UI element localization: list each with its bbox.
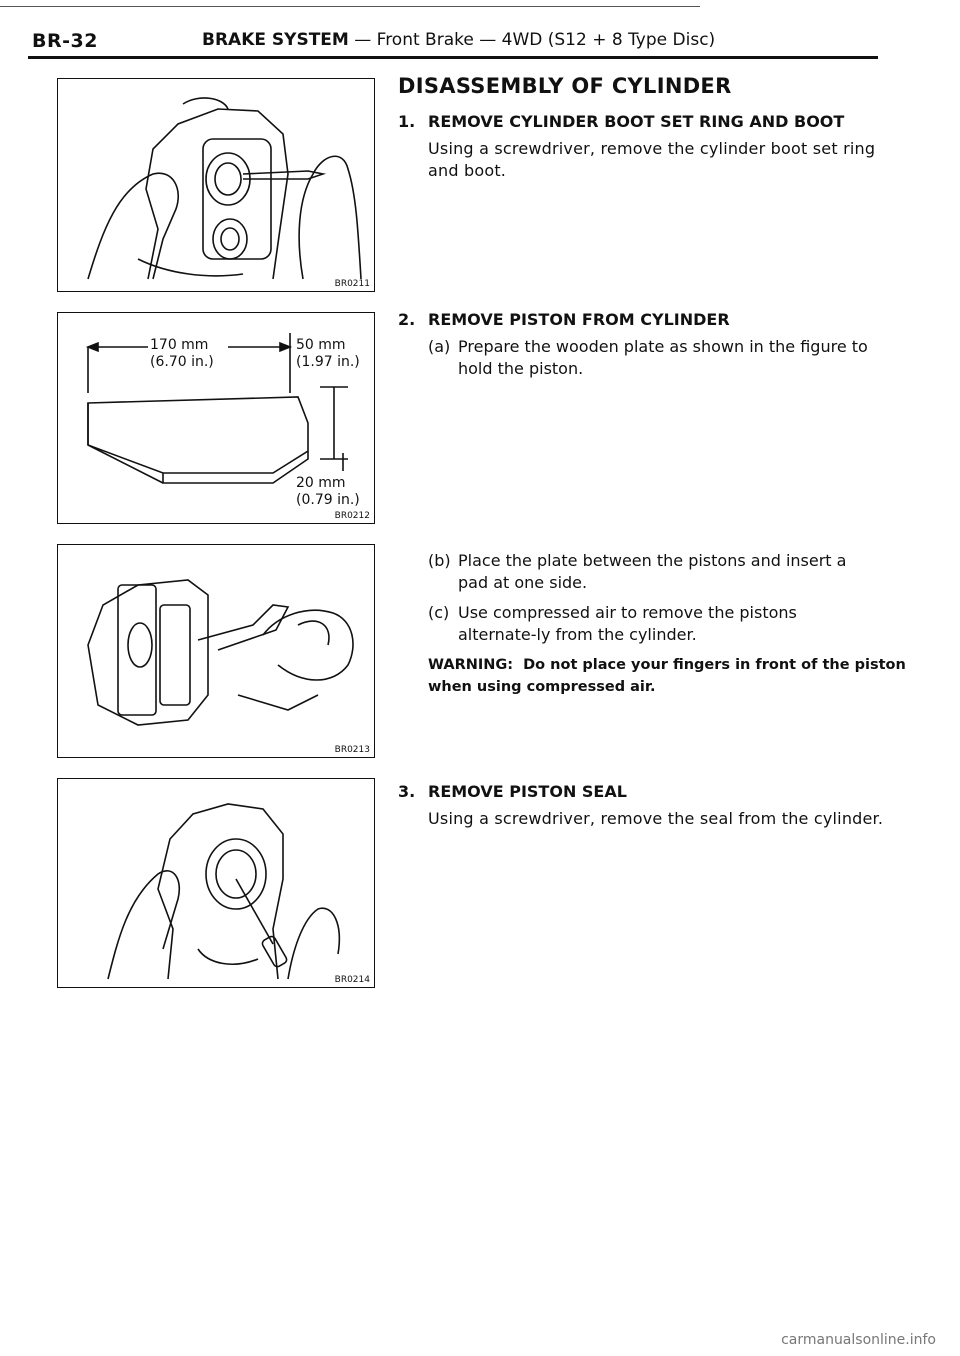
step-2c <box>428 602 888 648</box>
caliper-screwdriver-boot-removal-icon <box>58 79 376 293</box>
step-2b-text: Place the plate between the pistons and insert a pad at one side. <box>458 551 847 592</box>
warning-text: Do not place your fingers in front of the piston when using compressed air. <box>428 657 906 695</box>
step-1-number: 1. <box>398 112 416 131</box>
dim-height-in: (1.97 in.) <box>296 354 360 370</box>
page-title <box>202 30 715 50</box>
figure-code: BR0211 <box>334 279 370 289</box>
warning-label: WARNING: <box>428 657 514 673</box>
figure-boot-removal <box>57 78 375 292</box>
step-2a <box>428 336 888 382</box>
compressed-air-gun-piston-removal-icon <box>58 545 376 759</box>
step-2b <box>428 550 888 596</box>
footer-watermark: carmanualsonline.info <box>781 1332 936 1348</box>
step-3-number: 3. <box>398 782 416 801</box>
step-2a-text: Prepare the wooden plate as shown in the figure to hold the piston. <box>458 337 868 378</box>
page-subtitle: — Front Brake — 4WD (S12 + 8 Type Disc) <box>348 30 716 50</box>
dim-height <box>296 337 360 371</box>
figure-seal-removal <box>57 778 375 988</box>
figure-code: BR0214 <box>334 975 370 985</box>
step-2c-text: Use compressed air to remove the pistons alternate-ly from the cylinder. <box>458 603 797 644</box>
step-3-text: Using a screwdriver, remove the seal from the cylinder. <box>428 809 884 828</box>
figure-code: BR0213 <box>334 745 370 755</box>
top-edge-line <box>0 6 700 7</box>
step-2-title: REMOVE PISTON FROM CYLINDER <box>428 310 730 329</box>
header-rule <box>28 56 878 59</box>
section-title: DISASSEMBLY OF CYLINDER <box>398 74 732 98</box>
system-name: BRAKE SYSTEM <box>202 30 349 50</box>
figure-compressed-air <box>57 544 375 758</box>
step-1-text: Using a screwdriver, remove the cylinder boot set ring and boot. <box>428 139 876 180</box>
warning <box>428 654 918 698</box>
step-2-number: 2. <box>398 310 416 329</box>
figure-code: BR0212 <box>334 511 370 521</box>
step-2c-label: (c) <box>428 603 450 622</box>
step-1-title: REMOVE CYLINDER BOOT SET RING AND BOOT <box>428 112 845 131</box>
dim-length-in: (6.70 in.) <box>150 354 214 370</box>
dim-thickness <box>296 475 360 509</box>
step-3-title: REMOVE PISTON SEAL <box>428 782 627 801</box>
dim-length-mm: 170 mm <box>150 337 209 353</box>
dim-height-mm: 50 mm <box>296 337 346 353</box>
page-id: BR-32 <box>32 30 98 52</box>
dim-length <box>150 337 214 371</box>
figure-wooden-plate <box>57 312 375 524</box>
dim-thickness-mm: 20 mm <box>296 475 346 491</box>
step-2a-label: (a) <box>428 337 451 356</box>
dim-thickness-in: (0.79 in.) <box>296 492 360 508</box>
screwdriver-piston-seal-removal-icon <box>58 779 376 989</box>
step-2b-label: (b) <box>428 551 451 570</box>
